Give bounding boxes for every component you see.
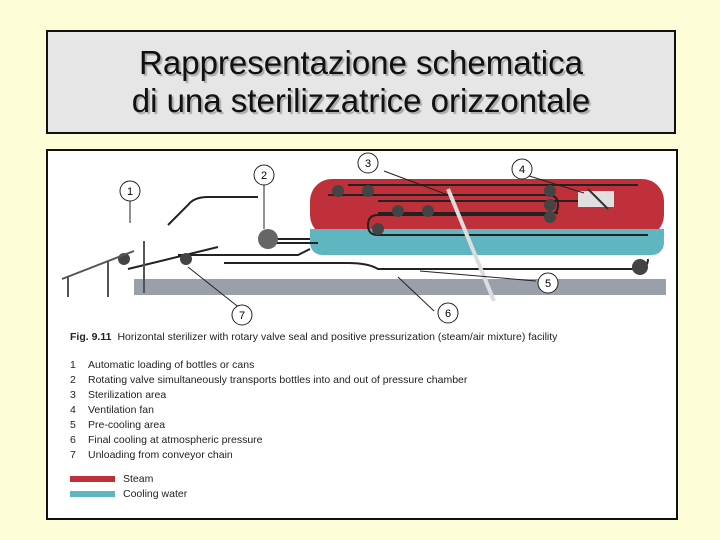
callout-1 [120, 181, 140, 201]
legend-number: 6 [70, 434, 76, 446]
legend-text: Automatic loading of bottles or cans [88, 359, 255, 371]
legend-text: Ventilation fan [88, 404, 154, 416]
title-line-1: Rappresentazione schematica [139, 44, 583, 81]
callout-6 [438, 303, 458, 323]
sterilizer-diagram [48, 151, 676, 331]
legend-text: Pre-cooling area [88, 419, 166, 431]
legend-text: Unloading from conveyor chain [88, 449, 233, 461]
title-box [46, 30, 676, 134]
figure-caption-text: Horizontal sterilizer with rotary valve seal and positive pressurization (steam/air mixture) facility [117, 331, 558, 343]
color-key [70, 471, 187, 501]
figure-caption [70, 331, 557, 343]
callout-2-label: 2 [260, 170, 268, 182]
legend-item [70, 403, 467, 418]
callout-7-label: 7 [238, 310, 246, 322]
steam-swatch [70, 476, 115, 482]
key-label-steam: Steam [123, 472, 154, 485]
numbered-legend [70, 358, 467, 463]
cooling-water-swatch [70, 491, 115, 497]
legend-item [70, 418, 467, 433]
legend-number: 7 [70, 449, 76, 461]
callout-2 [254, 165, 274, 185]
legend-number: 2 [70, 374, 76, 386]
callout-4-label: 4 [518, 164, 526, 176]
legend-text: Sterilization area [88, 389, 167, 401]
key-label-cooling-water: Cooling water [123, 487, 188, 500]
legend-item [70, 388, 467, 403]
callout-5 [538, 273, 558, 293]
figure-number: Fig. 9.11 [70, 331, 112, 343]
legend-number: 3 [70, 389, 76, 401]
key-item-cooling-water [70, 486, 187, 501]
callout-6-label: 6 [444, 308, 452, 320]
legend-text: Final cooling at atmospheric pressure [88, 434, 263, 446]
legend-item [70, 358, 467, 373]
legend-item [70, 373, 467, 388]
key-item-steam [70, 471, 187, 486]
legend-number: 4 [70, 404, 76, 416]
legend-number: 5 [70, 419, 76, 431]
callout-1-label: 1 [126, 186, 134, 198]
legend-number: 1 [70, 359, 76, 371]
callout-3-label: 3 [364, 158, 372, 170]
legend-item [70, 433, 467, 448]
legend-item [70, 448, 467, 463]
slide-title [132, 44, 591, 120]
callout-4 [512, 159, 532, 179]
title-line-2: di una sterilizzatrice orizzontale [131, 82, 591, 119]
callout-5-label: 5 [544, 278, 552, 290]
callout-3 [358, 153, 378, 173]
ventilation-fan-icon [578, 189, 614, 209]
callout-7 [232, 305, 252, 325]
sterilizer-figure [46, 149, 678, 520]
legend-text: Rotating valve simultaneously transports bottles into and out of pressure chamber [88, 374, 468, 386]
